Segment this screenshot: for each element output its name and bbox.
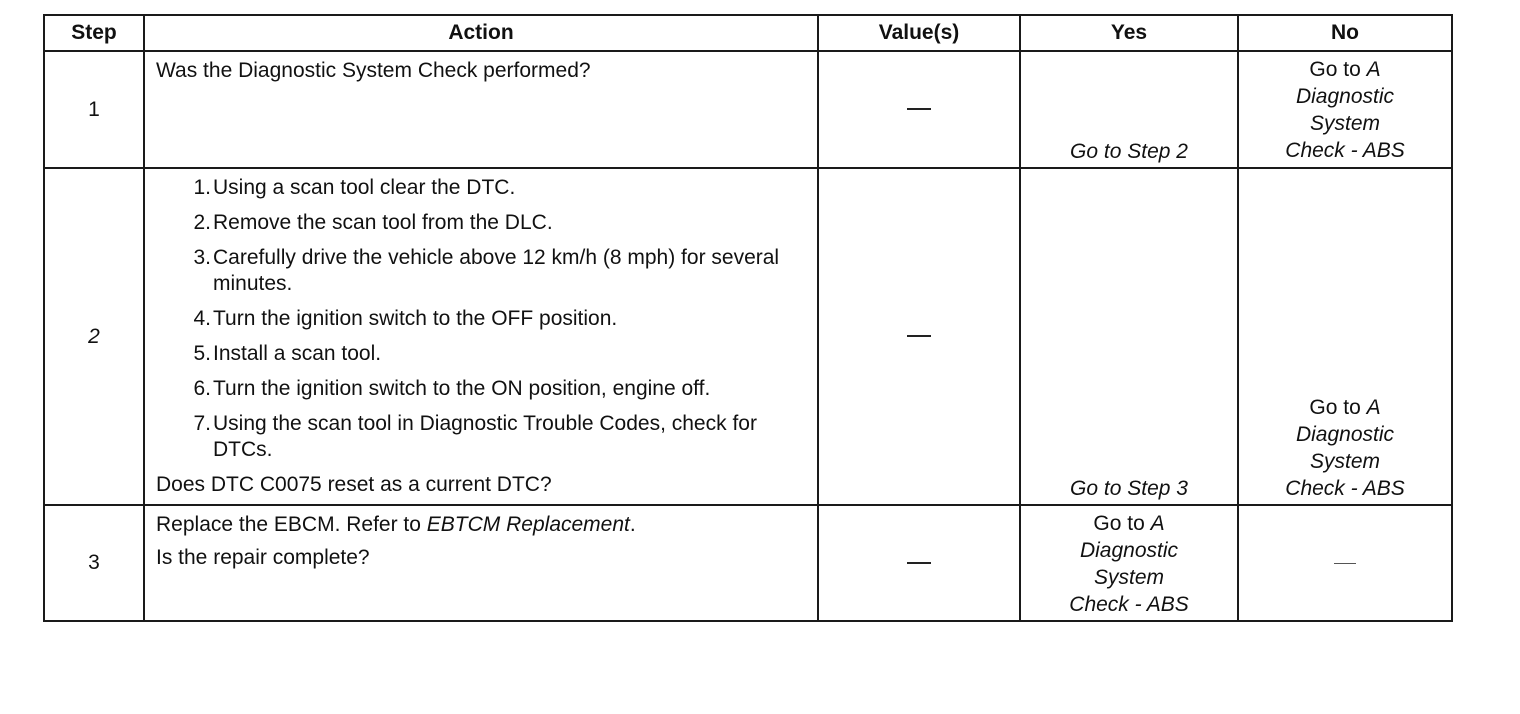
table-row-step-1 [44,51,1452,168]
list-item: 5. Install a scan tool. [193,342,382,365]
header-step: Step [44,15,144,51]
list-item: 1. Using a scan tool clear the DTC. [193,176,516,199]
no-cell [1238,505,1452,621]
table-row-step-2 [44,168,1452,505]
procedure-reference-link[interactable]: EBTCM Replacement [426,513,630,536]
diagnostic-table [43,14,1453,622]
list-item: 3. Carefully drive the vehicle above 12 km/h (8 mph) for several minutes. [193,246,780,295]
value-cell [818,505,1020,621]
yes-goto-link[interactable]: Go to A Diagnostic System Check - ABS [1069,512,1189,616]
step-number: 3 [44,505,144,621]
yes-cell [1020,168,1238,505]
value-dash [907,335,931,337]
table-row-step-3 [44,505,1452,621]
action-question: Is the repair complete? [156,546,370,569]
action-cell [144,51,818,168]
action-question: Does DTC C0075 reset as a current DTC? [156,473,552,496]
list-item: 6. Turn the ignition switch to the ON position, engine off. [193,377,711,400]
no-goto-link[interactable]: Go to A Diagnostic System Check - ABS [1285,396,1405,500]
header-values: Value(s) [818,15,1020,51]
no-goto-link[interactable]: Go to A Diagnostic System Check - ABS [1285,57,1405,162]
header-yes: Yes [1020,15,1238,51]
list-item: 4. Turn the ignition switch to the OFF position. [193,307,618,330]
header-no: No [1238,15,1452,51]
value-cell [818,51,1020,168]
value-dash [907,562,931,564]
action-steps-list [156,175,807,463]
yes-cell [1020,51,1238,168]
yes-cell [1020,505,1238,621]
no-dash [1334,563,1356,564]
list-item: 2. Remove the scan tool from the DLC. [193,211,553,234]
action-cell [144,505,818,621]
value-dash [907,108,931,110]
yes-goto-link[interactable]: Go to Step 2 [1070,140,1188,163]
header-row [44,15,1452,51]
action-question: Was the Diagnostic System Check performed? [156,59,591,82]
action-cell [144,168,818,505]
value-cell [818,168,1020,505]
step-number: 2 [44,168,144,505]
no-cell [1238,51,1452,168]
list-item: 7. Using the scan tool in Diagnostic Trouble Codes, check for DTCs. [193,412,757,461]
no-cell [1238,168,1452,505]
step-number: 1 [44,51,144,168]
header-action: Action [144,15,818,51]
action-instruction: Replace the EBCM. Refer to EBTCM Replacement. [156,513,636,536]
yes-goto-link[interactable]: Go to Step 3 [1070,477,1188,500]
